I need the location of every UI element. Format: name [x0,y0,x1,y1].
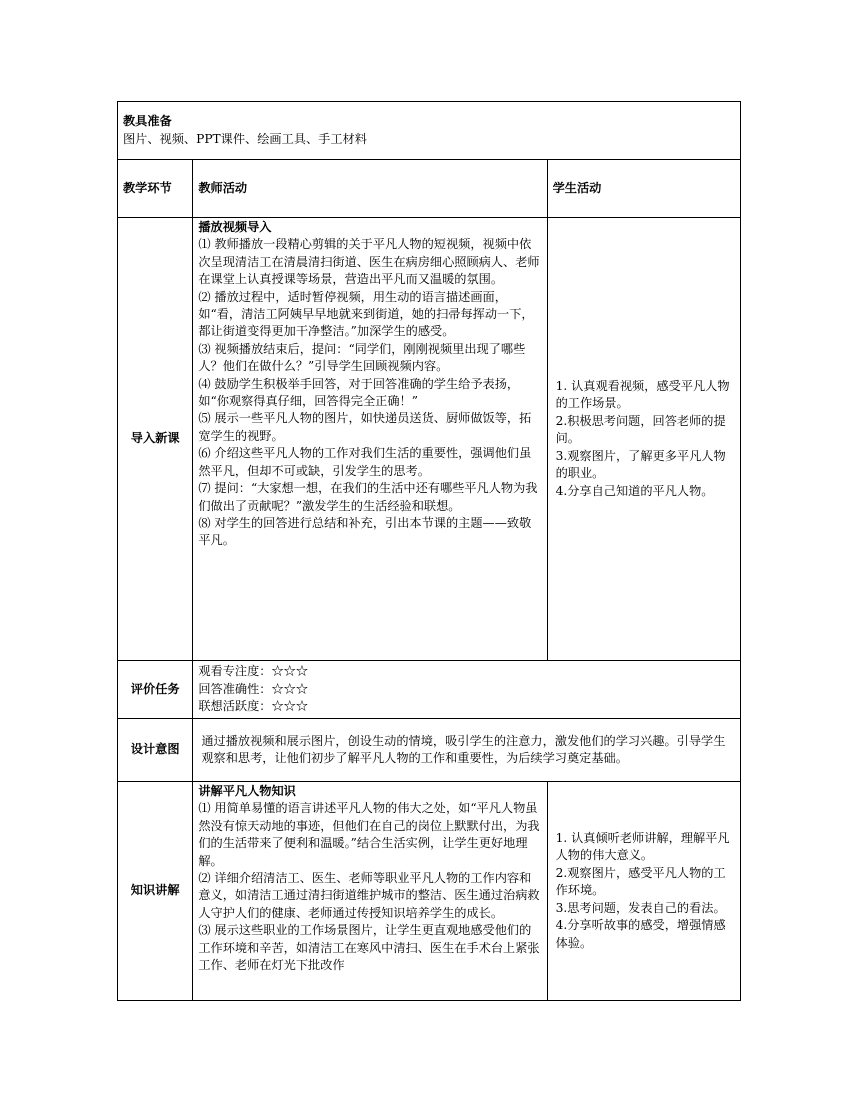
knowledge-step: ⑶ 展示这些职业的工作场景图片，让学生更直观地感受他们的工作环境和辛苦，如清洁工在寒风中清扫、医生在手术台上紧张工作、老师在灯光下批改作 [198,923,540,973]
evaluation-label: 评价任务 [118,661,193,719]
knowledge-row [118,782,741,1001]
intro-step: ⑵ 播放过程中，适时暂停视频，用生动的语言描述画面，如“看，清洁工阿姨早早地就来到街道，她的扫帚每挥动一下，都让街道变得更加干净整洁。”加深学生的感受。 [198,289,534,339]
knowledge-student-item: 4.分享听故事的感受，增强情感体验。 [555,918,726,950]
design-text: 通过播放视频和展示图片，创设生动的情境，吸引学生的注意力，激发他们的学习兴趣。引导学生观察和思考，让他们初步了解平凡人物的工作和重要性，为后续学习奠定基础。 [193,719,741,782]
knowledge-step: ⑴ 用简单易懂的语言讲述平凡人物的伟大之处，如“平凡人物虽然没有惊天动地的事迹，但他们在自己的岗位上默默付出，为我们的生活带来了便利和温暖。”结合生活实例，让学生更好地理解。 [198,801,540,868]
knowledge-teacher-cell [193,782,547,1001]
intro-step: ⑶ 视频播放结束后，提问：“同学们，刚刚视频里出现了哪些人？他们在做什么？”引导学生回顾视频内容。 [198,341,526,374]
knowledge-student-item: 3.思考问题，发表自己的看法。 [555,900,726,915]
intro-teacher-cell [193,218,547,661]
knowledge-student-item: 1. 认真倾听老师讲解，理解平凡人物的伟大意义。 [555,831,730,863]
header-row [118,160,741,218]
prep-cell [118,102,741,160]
intro-step: ⑻ 对学生的回答进行总结和补充，引出本节课的主题——致敬平凡。 [198,515,532,548]
evaluation-item: 回答准确性：☆☆☆ [198,681,309,696]
intro-student-item: 2.积极思考问题，回答老师的提问。 [555,413,726,446]
intro-student-item: 4.分享自己知道的平凡人物。 [555,483,714,498]
evaluation-cell [193,661,741,719]
prep-items: 图片、视频、PPT课件、绘画工具、手工材料 [123,131,367,146]
intro-student-item: 1. 认真观看视频，感受平凡人物的工作场景。 [555,379,730,411]
intro-title: 播放视频导入 [198,220,272,234]
intro-step: ⑺ 提问：“大家想一想，在我们的生活中还有哪些平凡人物为我们做出了贡献呢？”激发学生的生活经验和联想。 [198,481,538,513]
header-stage: 教学环节 [118,160,193,218]
prep-row [118,102,741,160]
knowledge-label: 知识讲解 [118,782,193,1001]
intro-student-item: 3.观察图片，了解更多平凡人物的职业。 [555,448,726,481]
intro-step: ⑸ 展示一些平凡人物的图片，如快递员送货、厨师做饭等，拓宽学生的视野。 [198,411,532,443]
intro-student-cell [547,218,740,661]
header-student: 学生活动 [547,160,740,218]
intro-row [118,218,741,661]
intro-step: ⑹ 介绍这些平凡人物的工作对我们生活的重要性，强调他们虽然平凡，但却不可或缺，引发学生的思考。 [198,446,532,478]
design-row [118,719,741,782]
intro-step: ⑷ 鼓励学生积极举手回答，对于回答准确的学生给予表扬，如“你观察得真仔细，回答得完全正确！” [198,376,520,409]
lesson-plan-table [117,101,741,1001]
evaluation-row [118,661,741,719]
knowledge-student-cell [547,782,740,1001]
knowledge-step: ⑵ 详细介绍清洁工、医生、老师等职业平凡人物的工作内容和意义，如清洁工通过清扫街道维护城市的整洁、医生通过治病救人守护人们的健康、老师通过传授知识培养学生的成长。 [198,871,540,920]
prep-title: 教具准备 [123,114,172,129]
intro-step: ⑴ 教师播放一段精心剪辑的关于平凡人物的短视频，视频中依次呈现清洁工在清晨清扫街道、医生在病房细心照顾病人、老师在课堂上认真授课等场景，营造出平凡而又温暖的氛围。 [198,237,540,287]
header-teacher: 教师活动 [193,160,547,218]
knowledge-student-item: 2.观察图片，感受平凡人物的工作环境。 [555,865,726,898]
design-label: 设计意图 [118,719,193,782]
evaluation-item: 观看专注度：☆☆☆ [198,664,309,679]
evaluation-item: 联想活跃度：☆☆☆ [198,699,309,714]
knowledge-title: 讲解平凡人物知识 [198,784,296,798]
intro-label: 导入新课 [118,218,193,661]
